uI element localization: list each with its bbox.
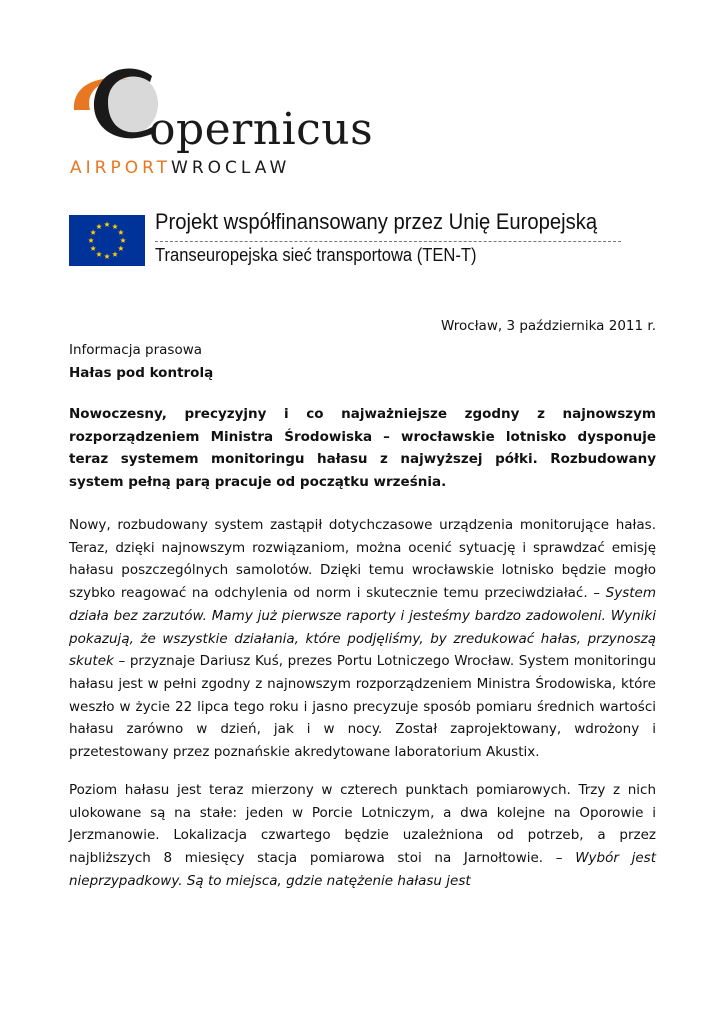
p2-quote: Wybór jest nieprzypadkowy. Są to miejsca, gdzie natężenie hałasu jest <box>69 850 656 889</box>
logo-wordmark: opernicus <box>149 104 374 155</box>
eu-ten-t-subtitle: Transeuropejska sieć transportowa (TEN-T) <box>155 245 477 265</box>
eu-star <box>104 254 110 259</box>
eu-star <box>90 230 96 235</box>
eu-star <box>118 246 124 251</box>
eu-star <box>90 246 96 251</box>
eu-cofinancing-title: Projekt współfinansowany przez Unię Europejską <box>155 209 598 234</box>
lead-paragraph: Nowoczesny, precyzyjny i co najważniejsze zgodny z najnowszym rozporządzeniem Ministra Środowiska – wrocławskie lotnisko dysponuje teraz systemem monitoringu hałasu z najwyższej półki. Rozbudowany system pełną parą pracuje od początku września. <box>69 406 656 491</box>
eu-star <box>112 224 118 229</box>
p1-text-start: Nowy, rozbudowany system zastąpił dotychczasowe urządzenia monitorujące hałas. Teraz, dzięki najnowszym rozwiązaniom, można ocenić sytuację i sprawdzać emisję hałasu poszczególnych samolotów. Dzięki temu wrocławskie lotnisko będzie mogło szybko reagować na odchylenia od norm i skutecznie temu przeciwdziałać. – <box>69 517 656 602</box>
eu-star <box>118 230 124 235</box>
eu-star <box>112 251 118 256</box>
eu-star <box>120 238 126 243</box>
p2-text-start: Poziom hałasu jest teraz mierzony w czterech punktach pomiarowych. Trzy z nich ulokowane są na stałe: jeden w Porcie Lotniczym, a dwa kolejne na Oporowie i Jerzmanowie. Lokalizacja czwartego będzie uzależniona od potrzeb, a przez najbliższych 8 miesięcy stacja pomiarowa stoi na Jarnołtowie. – <box>69 782 656 867</box>
body-paragraph-2 <box>69 779 656 893</box>
p1-quote: System działa bez zarzutów. Mamy już pierwsze raporty i jesteśmy bardzo zadowoleni. Wyniki pokazują, że wszystkie działania, które podjęliśmy, by zredukować hałas, przynoszą skutek <box>69 585 656 670</box>
eu-star <box>104 222 110 227</box>
logo-airport-text: AIRPORT <box>70 158 172 178</box>
letter-date: Wrocław, 3 października 2011 r. <box>441 318 656 334</box>
copernicus-airport-logo <box>64 62 374 187</box>
eu-divider <box>155 241 621 242</box>
eu-flag-icon <box>69 215 145 266</box>
eu-star <box>88 238 94 243</box>
document-type: Informacja prasowa <box>69 342 203 358</box>
logo-city-text: WROCLAW <box>171 158 291 178</box>
eu-star <box>96 224 102 229</box>
logo-tagline <box>70 160 290 177</box>
eu-star <box>96 251 102 256</box>
p1-text-end: – przyznaje Dariusz Kuś, prezes Portu Lotniczego Wrocław. System monitoringu hałasu jest w pełni zgodny z najnowszym rozporządzeniem Ministra Środowiska, które weszło w życie 22 lipca tego roku i jasno precyzuje sposób pomiaru średnich wartości hałasu zarówno w dzień, jak i w nocy. Został zaprojektowany, wdrożony i przetestowany przez poznańskie akredytowane laboratorium Akustix. <box>69 653 656 761</box>
eu-stars <box>69 215 145 266</box>
press-headline: Hałas pod kontrolą <box>69 365 214 381</box>
body-paragraph-1 <box>69 514 656 764</box>
